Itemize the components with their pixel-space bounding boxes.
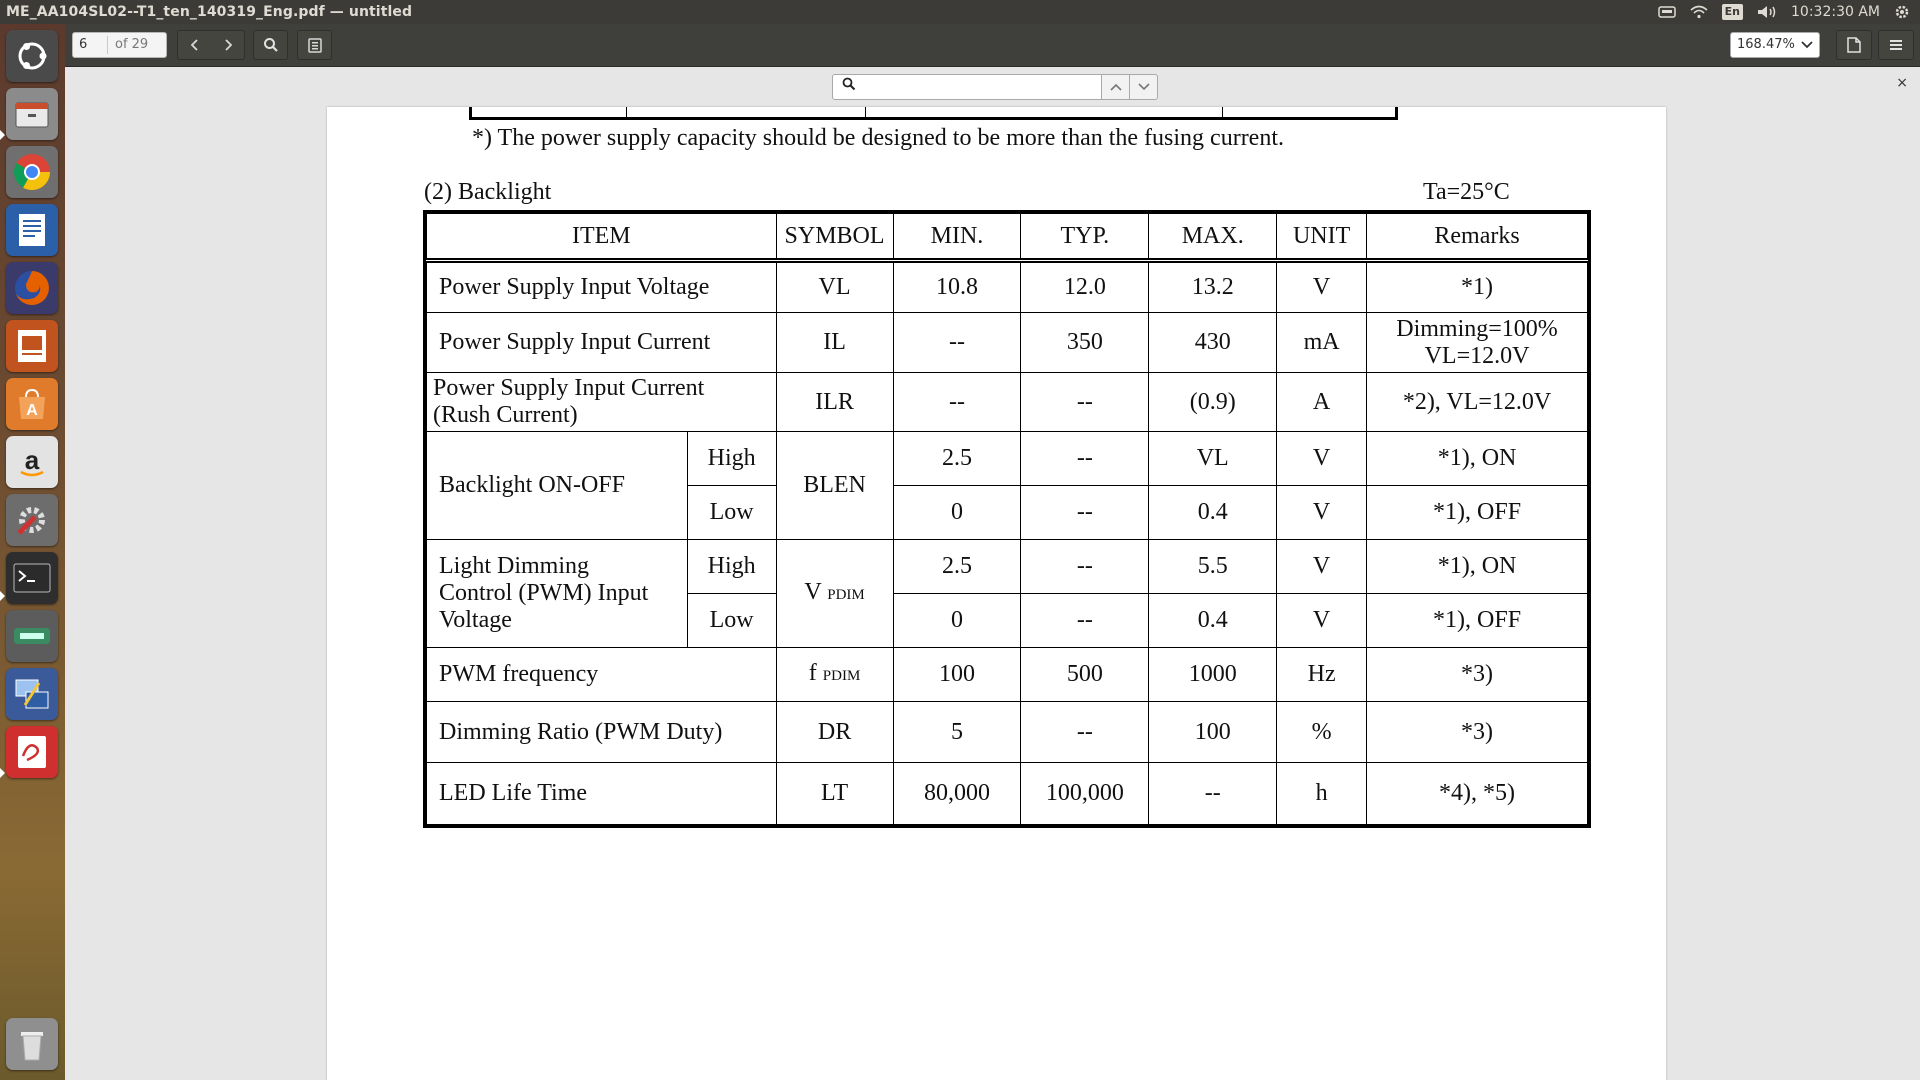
ambient-temperature: Ta=25°C [1423,179,1510,205]
max-cell: 100 [1149,702,1277,763]
zoom-select[interactable] [1730,32,1820,58]
table-row [427,313,1588,373]
wifi-icon[interactable] [1690,0,1708,24]
network-icon[interactable] [6,610,58,662]
min-cell: 0 [893,594,1021,648]
table-row [427,261,1588,313]
unit-cell: V [1277,261,1367,313]
find-next-button[interactable] [1129,74,1158,100]
system-settings-icon[interactable] [6,494,58,546]
svg-text:a: a [24,445,40,475]
settings-gear-icon[interactable] [1894,0,1910,24]
close-find-bar-icon[interactable]: × [1896,75,1908,91]
find-previous-button[interactable] [1101,74,1130,100]
min-cell: 80,000 [893,763,1021,825]
chevron-down-icon [1801,33,1813,57]
clipboard-icon [308,37,322,53]
item-cell: Power Supply Input Voltage [427,261,777,313]
running-indicator [0,130,5,140]
max-cell: 5.5 [1149,540,1277,594]
chevron-right-icon [223,38,233,52]
symbol-cell: ILR [776,373,893,432]
level-cell: Low [687,486,776,540]
search-icon [263,37,279,53]
max-cell: 1000 [1149,648,1277,702]
remarks-line: Dimming=100% [1396,315,1558,342]
max-cell: VL [1149,432,1277,486]
writer-icon[interactable] [6,204,58,256]
fusing-current-note: *) The power supply capacity should be designed to be more than the fusing current. [472,125,1285,151]
page-number-field[interactable] [72,32,167,58]
min-cell: 100 [893,648,1021,702]
page-field-divider [107,36,108,54]
window-title: ME_AA104SL02--T1_ten_140319_Eng.pdf — untitled [6,4,413,20]
table-row [427,702,1588,763]
ubuntu-dash-icon[interactable] [6,30,58,82]
document-viewer-icon[interactable] [6,726,58,778]
remarks-line: VL=12.0V [1424,342,1530,369]
remarks-cell: *1) [1367,261,1588,313]
typ-cell: -- [1021,594,1149,648]
sidebar-toggle-button[interactable] [297,30,332,60]
item-line: Light Dimming [439,553,589,579]
unit-cell: % [1277,702,1367,763]
unit-cell: V [1277,594,1367,648]
header-max: MAX. [1149,214,1277,261]
remarks-cell: *2), VL=12.0V [1367,373,1588,432]
min-cell: -- [893,373,1021,432]
indicator-area [1658,0,1910,24]
zoom-value: 168.47% [1737,37,1795,52]
page-total: of 29 [115,37,149,52]
item-cell [427,540,688,648]
find-bar [832,72,1217,100]
typ-cell: -- [1021,486,1149,540]
typ-cell: 500 [1021,648,1149,702]
next-page-button[interactable] [211,38,244,52]
document-icon [1847,37,1861,53]
level-cell: Low [687,594,776,648]
min-cell: 5 [893,702,1021,763]
table-header-row [427,214,1588,261]
amazon-icon[interactable] [6,436,58,488]
symbol-cell: IL [776,313,893,373]
remarks-cell: *1), OFF [1367,594,1588,648]
symbol-main: V [804,578,822,605]
chevron-up-icon [1110,83,1122,91]
remarks-cell: *3) [1367,702,1588,763]
section-title: (2) Backlight [424,179,552,205]
item-line: Power Supply Input Current [433,375,705,401]
table-row [427,373,1588,432]
search-icon [842,77,856,95]
unit-cell: V [1277,540,1367,594]
symbol-cell: BLEN [776,432,893,540]
item-cell: Power Supply Input Current [427,313,777,373]
chevron-down-icon [1138,83,1150,91]
table-row [427,763,1588,825]
symbol-cell: DR [776,702,893,763]
chrome-icon[interactable] [6,146,58,198]
remarks-cell: *3) [1367,648,1588,702]
typ-cell: -- [1021,540,1149,594]
item-line: (Rush Current) [433,402,578,428]
item-cell: PWM frequency [427,648,777,702]
top-panel [0,0,1920,24]
unit-cell: V [1277,432,1367,486]
keyboard-layout-indicator[interactable]: En [1722,4,1743,20]
unit-cell: mA [1277,313,1367,373]
typ-cell: 12.0 [1021,261,1149,313]
min-cell: 0 [893,486,1021,540]
min-cell: -- [893,313,1021,373]
min-cell: 2.5 [893,540,1021,594]
remarks-cell: *4), *5) [1367,763,1588,825]
remarks-cell: *1), ON [1367,540,1588,594]
unit-cell: Hz [1277,648,1367,702]
table-row [427,432,1588,486]
clock[interactable]: 10:32:30 AM [1791,4,1880,20]
header-symbol: SYMBOL [776,214,893,261]
running-indicator [0,591,5,601]
remote-desktop-icon[interactable] [6,668,58,720]
impress-icon[interactable] [6,320,58,372]
item-cell: Dimming Ratio (PWM Duty) [427,702,777,763]
running-indicator [0,768,5,778]
table-row [427,648,1588,702]
level-cell: High [687,540,776,594]
previous-page-button[interactable] [178,38,211,52]
item-line: Control (PWM) Input [439,580,649,606]
find-button[interactable] [253,30,288,60]
remarks-cell: *1), OFF [1367,486,1588,540]
max-cell: -- [1149,763,1277,825]
files-icon[interactable] [6,88,58,140]
document-properties-button[interactable] [1836,30,1872,60]
terminal-icon[interactable] [6,552,58,604]
menu-button[interactable] [1878,30,1914,60]
hamburger-menu-icon [1889,39,1903,51]
document-view[interactable] [65,67,1920,1080]
symbol-main: f [808,659,817,686]
page-navigation-buttons [177,30,245,60]
symbol-subscript: PDIM [822,667,861,684]
header-typ: TYP. [1021,214,1149,261]
software-center-icon[interactable] [6,378,58,430]
volume-icon[interactable] [1757,0,1777,24]
item-cell: LED Life Time [427,763,777,825]
header-item: ITEM [427,214,777,261]
symbol-cell: LT [776,763,893,825]
typ-cell: -- [1021,432,1149,486]
typ-cell: -- [1021,702,1149,763]
previous-table-bottom [469,107,1398,120]
unit-cell: A [1277,373,1367,432]
drive-icon[interactable] [1658,0,1676,24]
min-cell: 10.8 [893,261,1021,313]
unit-cell: h [1277,763,1367,825]
trash-icon[interactable] [6,1018,58,1070]
backlight-spec-table [423,210,1591,828]
pdf-page [327,107,1666,1080]
typ-cell: -- [1021,373,1149,432]
max-cell: 430 [1149,313,1277,373]
item-cell [427,373,777,432]
viewer-toolbar [65,24,1920,67]
max-cell: 13.2 [1149,261,1277,313]
header-unit: UNIT [1277,214,1367,261]
firefox-icon[interactable] [6,262,58,314]
symbol-cell: VL [776,261,893,313]
min-cell: 2.5 [893,432,1021,486]
symbol-cell [776,648,893,702]
search-input[interactable] [832,74,1103,100]
max-cell: 0.4 [1149,594,1277,648]
typ-cell: 100,000 [1021,763,1149,825]
level-cell: High [687,432,776,486]
remarks-cell: *1), ON [1367,432,1588,486]
header-remarks: Remarks [1367,214,1588,261]
item-line: Voltage [439,607,512,633]
header-min: MIN. [893,214,1021,261]
table-row [427,540,1588,594]
symbol-cell [776,540,893,648]
current-page[interactable]: 6 [79,37,88,52]
svg-text:A: A [26,402,38,419]
launcher [0,24,65,1080]
symbol-subscript: PDIM [827,586,865,603]
remarks-cell [1367,313,1588,373]
max-cell: 0.4 [1149,486,1277,540]
typ-cell: 350 [1021,313,1149,373]
unit-cell: V [1277,486,1367,540]
max-cell: (0.9) [1149,373,1277,432]
chevron-left-icon [190,38,200,52]
item-cell: Backlight ON-OFF [427,432,688,540]
